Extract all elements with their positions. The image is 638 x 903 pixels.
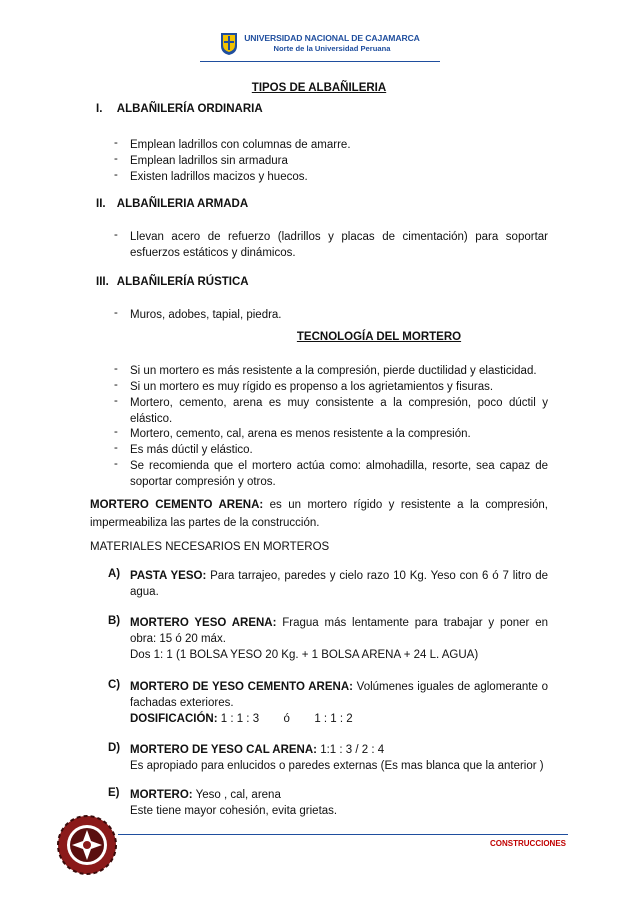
faculty-seal-icon [56, 814, 118, 876]
bullet-dash: - [114, 153, 118, 165]
header-divider [200, 61, 440, 62]
item-letter: B) [108, 615, 121, 627]
footer-divider [118, 834, 568, 835]
footer-label: CONSTRUCCIONES [489, 839, 566, 848]
material-extra: Dos 1: 1 (1 BOLSA YESO 20 Kg. + 1 BOLSA ARENA + 24 L. AGUA) [130, 649, 479, 661]
material-item [130, 742, 548, 758]
material-extra: Es apropiado para enlucidos o paredes externas (Es mas blanca que la anterior ) [130, 760, 544, 772]
section-number: II. [96, 198, 106, 210]
item-letter: A) [108, 568, 121, 580]
material-label: PASTA YESO: [130, 570, 207, 582]
bullet-dash: - [114, 229, 118, 241]
list-item: Se recomienda que el mortero actúa como: almohadilla, resorte, sea capaz de soportar compresión y otros. [130, 460, 548, 488]
material-item [130, 787, 548, 803]
material-label: MORTERO: [130, 789, 193, 801]
material-item [130, 615, 548, 647]
list-item: Emplean ladrillos sin armadura [130, 155, 288, 167]
list-item: Emplean ladrillos con columnas de amarre. [130, 139, 351, 151]
material-description: Fragua más lentamente para trabajar y poner en obra: 15 ó 20 máx. [130, 617, 548, 645]
dosificacion-line [130, 711, 548, 727]
bullet-dash: - [114, 363, 118, 375]
item-letter: D) [108, 742, 121, 754]
bullet-dash: - [114, 137, 118, 149]
item-letter: C) [108, 679, 121, 691]
list-item: Muros, adobes, tapial, piedra. [130, 309, 282, 321]
material-description: Yeso , cal, arena [192, 789, 281, 801]
materials-heading: MATERIALES NECESARIOS EN MORTEROS [90, 541, 330, 553]
dosificacion-ratio-2: 1 : 1 : 2 [314, 713, 353, 725]
bullet-dash: - [114, 442, 118, 454]
bullet-dash: - [114, 426, 118, 438]
material-label: MORTERO DE YESO CAL ARENA: [130, 744, 317, 756]
section-number: III. [96, 276, 109, 288]
dosificacion-or: ó [283, 713, 290, 725]
section-number: I. [96, 103, 103, 115]
section-title: ALBAÑILERÍA RÚSTICA [116, 276, 249, 288]
material-item [130, 679, 548, 711]
page-header [0, 32, 638, 60]
section-title: ALBAÑILERÍA ORDINARIA [116, 103, 263, 115]
dosificacion-ratio-1: 1 : 1 : 3 [220, 713, 260, 725]
list-item: Existen ladrillos macizos y huecos. [130, 171, 308, 183]
term-description: es un mortero rígido y resistente a la compresión, impermeabiliza las partes de la construcción. [90, 499, 548, 529]
section-heading [96, 198, 248, 210]
dosificacion-label: DOSIFICACIÓN: [130, 713, 218, 725]
item-letter: E) [108, 787, 120, 799]
section-title-mortar: TECNOLOGÍA DEL MORTERO [296, 331, 462, 343]
list-item: Mortero, cemento, cal, arena es menos resistente a la compresión. [130, 428, 471, 440]
list-item: Si un mortero es más resistente a la compresión, pierde ductilidad y elasticidad. [130, 365, 537, 377]
material-description: 1:1 : 3 / 2 : 4 [317, 744, 385, 756]
list-item: Es más dúctil y elástico. [130, 444, 253, 456]
page-title: TIPOS DE ALBAÑILERIA [251, 82, 387, 94]
material-extra: Este tiene mayor cohesión, evita grietas. [130, 805, 338, 817]
section-title: ALBAÑILERIA ARMADA [116, 198, 249, 210]
bullet-dash: - [114, 169, 118, 181]
section-heading [96, 103, 263, 115]
bullet-dash: - [114, 379, 118, 391]
bullet-dash: - [114, 458, 118, 470]
list-item: Si un mortero es muy rígido es propenso a los agrietamientos y fisuras. [130, 381, 494, 393]
term-label: MORTERO CEMENTO ARENA: [90, 499, 264, 511]
list-item: Mortero, cemento, arena es muy consistente a la compresión, poco dúctil y elástico. [130, 397, 548, 425]
material-label: MORTERO DE YESO CEMENTO ARENA: [130, 681, 353, 693]
material-item [130, 568, 548, 600]
university-subtitle: Norte de la Universidad Peruana [273, 44, 391, 53]
bullet-dash: - [114, 395, 118, 407]
university-name: UNIVERSIDAD NACIONAL DE CAJAMARCA [244, 33, 420, 43]
material-description: Para tarrajeo, paredes y cielo razo 10 Kg. Yeso con 6 ó 7 litro de agua. [130, 570, 548, 598]
bullet-dash: - [114, 307, 118, 319]
material-label: MORTERO YESO ARENA: [130, 617, 277, 629]
section-heading [96, 276, 249, 288]
mortero-cemento-paragraph [90, 496, 548, 532]
university-crest-icon [220, 32, 238, 56]
material-description: Volúmenes iguales de aglomerante o fachadas exteriores. [130, 681, 548, 709]
list-item: Llevan acero de refuerzo (ladrillos y placas de cimentación) para soportar esfuerzos estáticos y dinámicos. [130, 231, 548, 259]
